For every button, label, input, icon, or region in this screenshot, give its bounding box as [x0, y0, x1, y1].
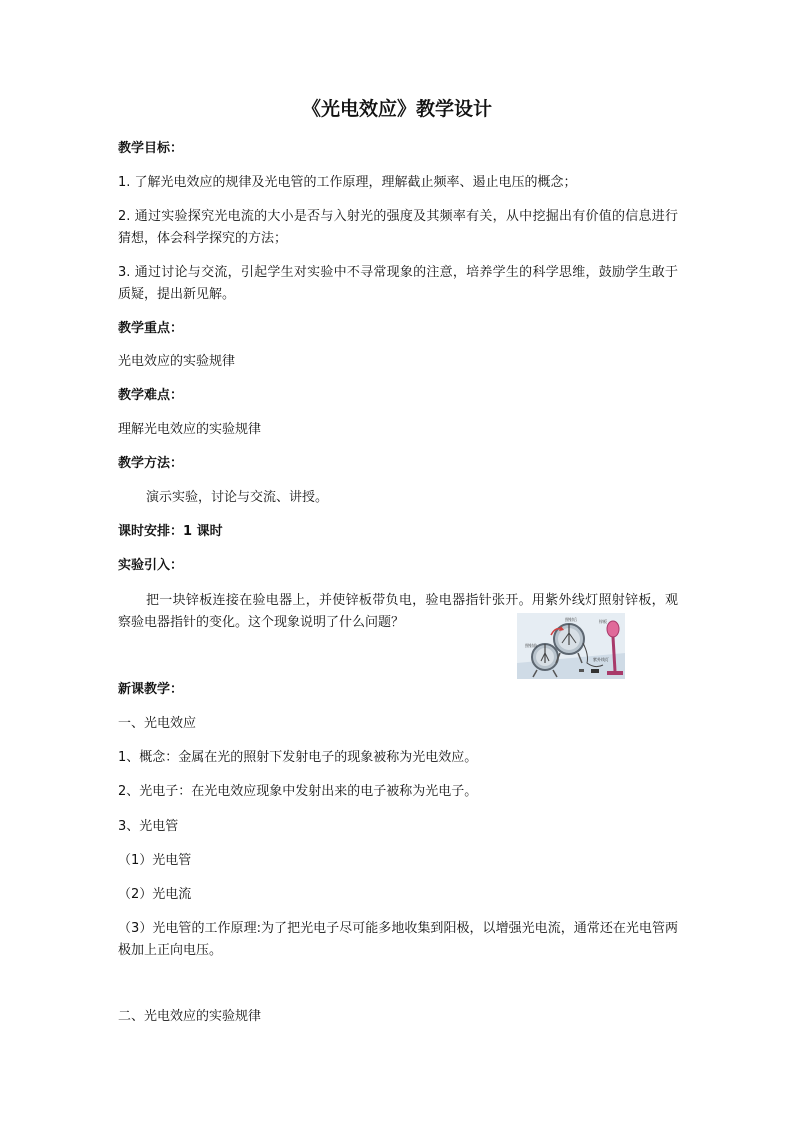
goal-1: 1. 了解光电效应的规律及光电管的工作原理，理解截止频率、遏止电压的概念；	[118, 175, 577, 190]
intro-heading: 实验引入：	[118, 558, 184, 573]
page-title: 《光电效应》教学设计	[301, 98, 492, 120]
figure-label-top: 照射后	[565, 617, 577, 622]
section-1-heading: 一、光电效应	[118, 716, 197, 731]
item-2: 2、光电子：在光电效应现象中发射出来的电子被称为光电子。	[118, 784, 478, 799]
key-heading: 教学重点：	[118, 321, 184, 336]
item-3: 3、光电管	[118, 819, 179, 834]
figure-label-lamp: 锌板	[599, 619, 607, 624]
new-heading: 新课教学：	[118, 682, 184, 697]
difficulty-heading: 教学难点：	[118, 388, 184, 403]
electroscope-uv-lamp-illustration	[517, 613, 625, 679]
figure-label-left: 照射前	[525, 643, 537, 648]
goal-3: 3. 通过讨论与交流，引起学生对实验中不寻常现象的注意，培养学生的科学思维，鼓励学生敢于质疑，提出新见解。	[118, 265, 678, 302]
method-text: 演示实验，讨论与交流、讲授。	[146, 490, 329, 505]
item-1: 1、概念：金属在光的照射下发射电子的现象被称为光电效应。	[118, 750, 478, 765]
sub-item-2: （2）光电流	[118, 887, 192, 902]
schedule: 课时安排：1 课时	[118, 524, 223, 539]
difficulty-text: 理解光电效应的实验规律	[118, 422, 262, 437]
intro-text: 把一块锌板连接在验电器上，并使锌板带负电，验电器指针张开。用紫外线灯照射锌板，观察验电器指针的变化。这个现象说明了什么问题？	[118, 593, 678, 630]
section-2-heading: 二、光电效应的实验规律	[118, 1009, 262, 1024]
method-heading: 教学方法：	[118, 456, 184, 471]
figure-label-bottom: 紫外线灯	[593, 657, 609, 662]
sub-item-3: （3）光电管的工作原理:为了把光电子尽可能多地收集到阳极，以增强光电流，通常还在光电管两极加上正向电压。	[118, 921, 678, 958]
sub-item-1: （1）光电管	[118, 853, 192, 868]
goal-2: 2. 通过实验探究光电流的大小是否与入射光的强度及其频率有关，从中挖掘出有价值的信息进行猜想，体会科学探究的方法；	[118, 209, 678, 246]
goals-heading: 教学目标：	[118, 141, 184, 156]
key-text: 光电效应的实验规律	[118, 354, 236, 369]
